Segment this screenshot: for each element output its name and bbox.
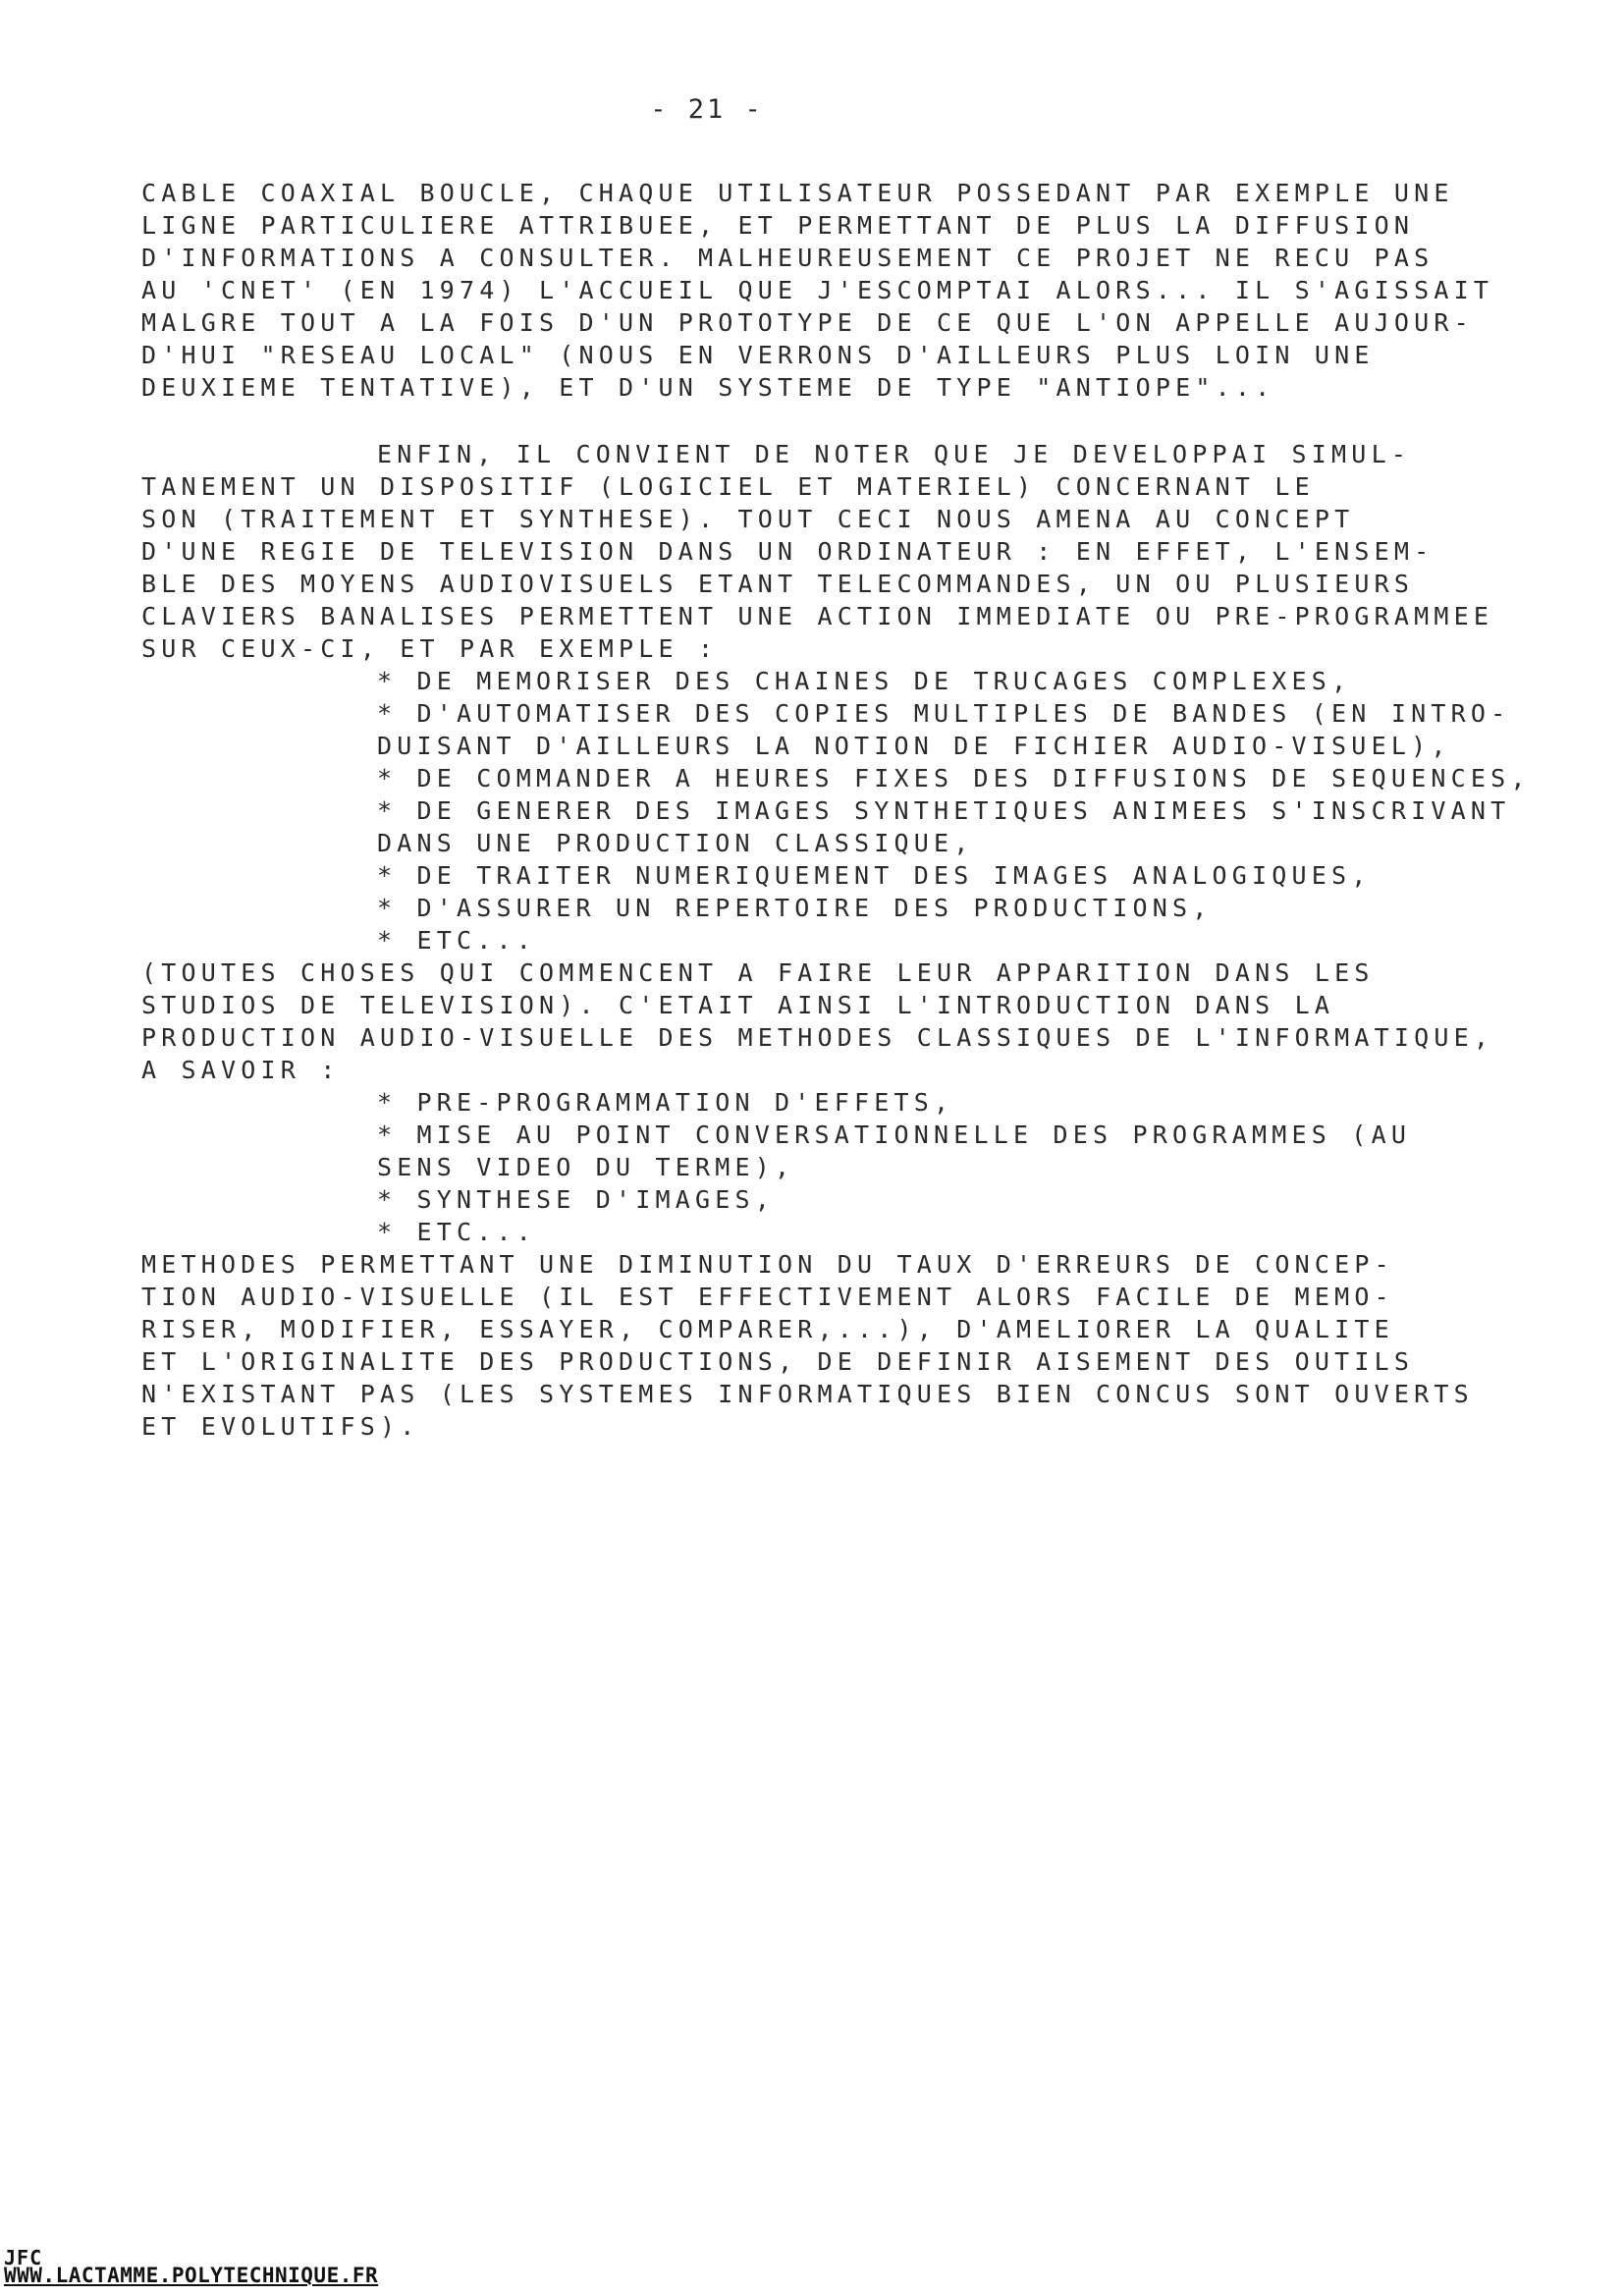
text-line: TANEMENT UN DISPOSITIF (LOGICIEL ET MATERIEL) CONCERNANT LE: [141, 472, 1315, 501]
text-line: RISER, MODIFIER, ESSAYER, COMPARER,...), D'AMELIORER LA QUALITE: [141, 1315, 1394, 1343]
text-line: A SAVOIR :: [141, 1056, 341, 1084]
text-line: DEUXIEME TENTATIVE), ET D'UN SYSTEME DE TYPE "ANTIOPE"...: [141, 373, 1275, 402]
text-line: (TOUTES CHOSES QUI COMMENCENT A FAIRE LEUR APPARITION DANS LES: [141, 958, 1375, 987]
jfc-logo: JFC: [4, 2246, 43, 2269]
text-line: BLE DES MOYENS AUDIOVISUELS ETANT TELECOMMANDES, UN OU PLUSIEURS: [141, 570, 1415, 598]
text-line: LIGNE PARTICULIERE ATTRIBUEE, ET PERMETTANT DE PLUS LA DIFFUSION: [141, 211, 1415, 240]
bullet-item: * MISE AU POINT CONVERSATIONNELLE DES PROGRAMMES (AU: [377, 1121, 1412, 1149]
bullet-continuation: DANS UNE PRODUCTION CLASSIQUE,: [377, 829, 974, 857]
bullet-item: * PRE-PROGRAMMATION D'EFFETS,: [377, 1088, 954, 1117]
bullet-item: * DE COMMANDER A HEURES FIXES DES DIFFUSIONS DE SEQUENCES,: [377, 764, 1531, 793]
bullet-continuation: DUISANT D'AILLEURS LA NOTION DE FICHIER AUDIO-VISUEL),: [377, 732, 1451, 760]
bullet-item: * ETC...: [377, 1218, 537, 1246]
footer-url: WWW.LACTAMME.POLYTECHNIQUE.FR: [4, 2264, 379, 2287]
text-line: CABLE COAXIAL BOUCLE, CHAQUE UTILISATEUR POSSEDANT PAR EXEMPLE UNE: [141, 179, 1454, 207]
text-line: SON (TRAITEMENT ET SYNTHESE). TOUT CECI NOUS AMENA AU CONCEPT: [141, 505, 1355, 533]
text-line: SUR CEUX-CI, ET PAR EXEMPLE :: [141, 634, 719, 663]
text-line: N'EXISTANT PAS (LES SYSTEMES INFORMATIQUES BIEN CONCUS SONT OUVERTS: [141, 1380, 1474, 1408]
bullet-item: * ETC...: [377, 926, 537, 955]
text-line: STUDIOS DE TELEVISION). C'ETAIT AINSI L'INTRODUCTION DANS LA: [141, 991, 1335, 1019]
text-line: MALGRE TOUT A LA FOIS D'UN PROTOTYPE DE CE QUE L'ON APPELLE AUJOUR-: [141, 308, 1474, 337]
bullet-continuation: SENS VIDEO DU TERME),: [377, 1153, 795, 1181]
page-number: - 21 -: [650, 94, 764, 125]
bullet-item: * SYNTHESE D'IMAGES,: [377, 1185, 776, 1214]
text-line: CLAVIERS BANALISES PERMETTENT UNE ACTION IMMEDIATE OU PRE-PROGRAMMEE: [141, 602, 1494, 630]
text-line: ET L'ORIGINALITE DES PRODUCTIONS, DE DEFINIR AISEMENT DES OUTILS: [141, 1347, 1415, 1376]
bullet-item: * DE GENERER DES IMAGES SYNTHETIQUES ANIMEES S'INSCRIVANT: [377, 796, 1511, 825]
bullet-item: * D'ASSURER UN REPERTOIRE DES PRODUCTIONS,: [377, 894, 1213, 922]
text-line: ET EVOLUTIFS).: [141, 1412, 420, 1441]
text-line: PRODUCTION AUDIO-VISUELLE DES METHODES CLASSIQUES DE L'INFORMATIQUE,: [141, 1023, 1494, 1052]
bullet-item: * DE TRAITER NUMERIQUEMENT DES IMAGES ANALOGIQUES,: [377, 861, 1372, 890]
bullet-item: * D'AUTOMATISER DES COPIES MULTIPLES DE BANDES (EN INTRO-: [377, 699, 1511, 728]
footer-watermark: [4, 2246, 379, 2287]
text-line: D'INFORMATIONS A CONSULTER. MALHEUREUSEMENT CE PROJET NE RECU PAS: [141, 244, 1435, 272]
bullet-item: * DE MEMORISER DES CHAINES DE TRUCAGES COMPLEXES,: [377, 667, 1352, 695]
text-line: METHODES PERMETTANT UNE DIMINUTION DU TAUX D'ERREURS DE CONCEP-: [141, 1250, 1394, 1279]
text-line: AU 'CNET' (EN 1974) L'ACCUEIL QUE J'ESCOMPTAI ALORS... IL S'AGISSAIT: [141, 276, 1494, 304]
text-line: ENFIN, IL CONVIENT DE NOTER QUE JE DEVELOPPAI SIMUL-: [377, 440, 1412, 468]
text-line: D'UNE REGIE DE TELEVISION DANS UN ORDINATEUR : EN EFFET, L'ENSEM-: [141, 537, 1435, 566]
text-line: TION AUDIO-VISUELLE (IL EST EFFECTIVEMENT ALORS FACILE DE MEMO-: [141, 1283, 1394, 1311]
text-line: D'HUI "RESEAU LOCAL" (NOUS EN VERRONS D'AILLEURS PLUS LOIN UNE: [141, 341, 1375, 369]
